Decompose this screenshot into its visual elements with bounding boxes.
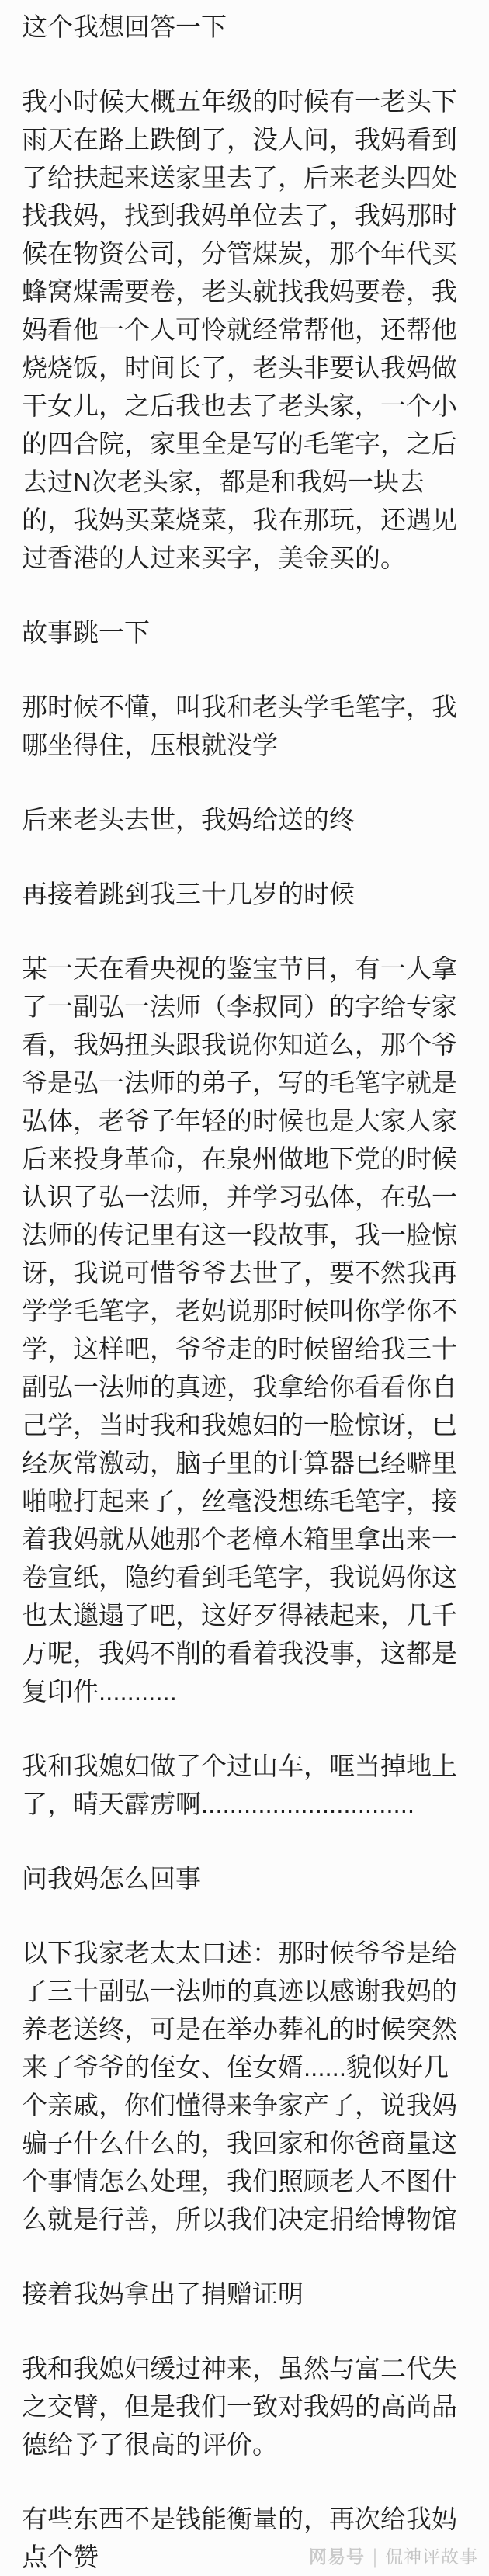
watermark-divider: | (373, 2545, 377, 2568)
paragraph-text: 我和我媳妇做了个过山车，哐当掉地上了，晴天霹雳啊.............................. (22, 1751, 457, 1818)
paragraph-text: 后来老头去世，我妈给送的终 (22, 805, 355, 834)
paragraph-text: 接着我妈拿出了捐赠证明 (22, 2279, 303, 2308)
paragraph-text: 我小时候大概五年级的时候有一老头下雨天在路上跌倒了，没人问，我妈看到了给扶起来送家里去了，后来老头四处找我妈，找到我妈单位去了，我妈那时候在物资公司，分管煤炭，那个年代买蜂窝煤需要卷，老头就找我妈要卷，我妈看他一个人可怜就经常帮他，还帮他烧烧饭，时间长了，老头非要认我妈做干女儿，之后我也去了老头家，一个小的四合院，家里全是写的毛笔字，之后去过N次老头家，都是和我妈一块去的，我妈买菜烧菜，我在那玩，还遇见过香港的人过来买字，美金买的。 (22, 87, 457, 572)
paragraph-text: 问我妈怎么回事 (22, 1864, 201, 1893)
paragraph-text: 故事跳一下 (22, 618, 150, 647)
paragraph-text: 以下我家老太太口述：那时候爷爷是给了三十副弘一法师的真迹以感谢我妈的养老送终，可是在举办葬礼的时候突然来了爷爷的侄女、侄女婿......貌似好几个亲戚，你们懂得来争家产了，说我妈骗子什么什么的，我回家和你爸商量这个事情怎么处理，我们照顾老人不图什么就是行善，所以我们决定捐给博物馆 (22, 1939, 457, 2234)
watermark-source-label: 侃神评故事 (385, 2546, 478, 2567)
paragraph-text: 这个我想回答一下 (22, 12, 227, 41)
paragraph-list (22, 8, 458, 2576)
paragraph-text: 有些东西不是钱能衡量的，再次给我妈点个赞 (22, 2505, 457, 2571)
paragraph-text: 再接着跳到我三十几岁的时候 (22, 880, 355, 908)
paragraph-text: 那时候不懂，叫我和老头学毛笔字，我哪坐得住，压根就没学 (22, 693, 457, 759)
paragraph-text: 某一天在看央视的鉴宝节目，有一人拿了一副弘一法师（李叔同）的字给专家看，我妈扭头跟我说你知道么，那个爷爷是弘一法师的弟子，写的毛笔字就是弘体，老爷子年轻的时候也是大家人家后来投身革命，在泉州做地下党的时候认识了弘一法师，并学习弘体，在弘一法师的传记里有这一段故事，我一脸惊讶，我说可惜爷爷去世了，要不然我再学学毛笔字，老妈说那时候叫你学你不学，这样吧，爷爷走的时候留给我三十副弘一法师的真迹，我拿给你看看你自己学，当时我和我媳妇的一脸惊讶，已经灰常激动，脑子里的计算器已经噼里啪啦打起来了，丝毫没想练毛笔字，接着我妈就从她那个老樟木箱里拿出来一卷宣纸，隐约看到毛笔字，我说妈你这也太邋遢了吧，这好歹得裱起来，几千万呢，我妈不削的看着我没事，这都是复印件........... (22, 954, 457, 1706)
paragraph-text: 我和我媳妇缓过神来，虽然与富二代失之交臂，但是我们一致对我妈的高尚品德给予了很高的评价。 (22, 2354, 457, 2459)
watermark (309, 2546, 478, 2567)
netease-logo: 网易号 (309, 2546, 366, 2567)
